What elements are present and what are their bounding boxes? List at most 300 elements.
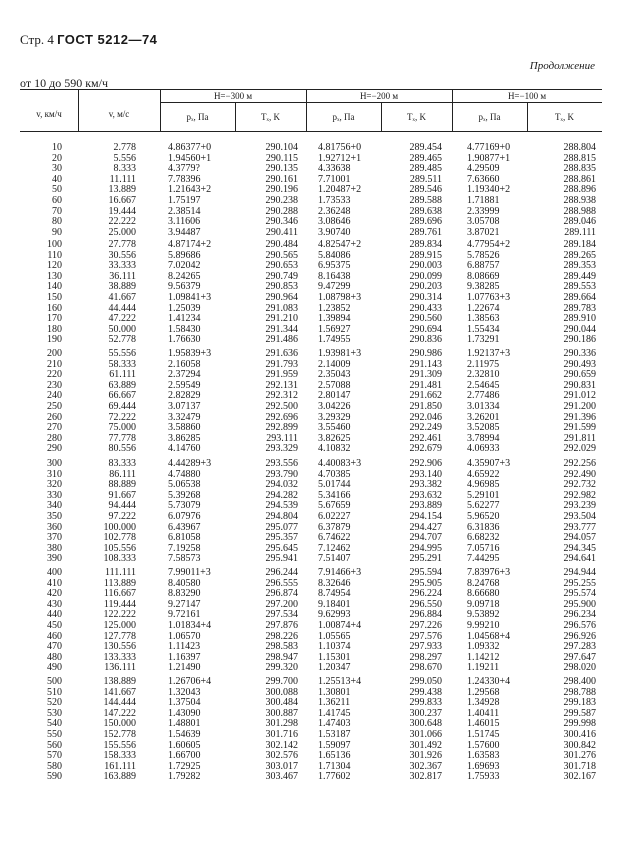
- table-cell: 320: [47, 479, 62, 491]
- table-cell: 300.416: [563, 728, 596, 740]
- col-header-v-kmh: v, км/ч: [36, 109, 62, 119]
- table-cell: 6.81058: [168, 532, 201, 544]
- table-cell: 240: [47, 390, 62, 402]
- table-cell: 1.59097: [318, 739, 351, 751]
- table-cell: 1.14212: [467, 651, 500, 663]
- table-cell: 30: [52, 163, 62, 175]
- table-cell: 290.161: [265, 173, 298, 185]
- table-cell: 297.647: [563, 651, 596, 663]
- group-header-minus100: H=−100 м: [507, 91, 547, 101]
- table-cell: 7.91466+3: [318, 567, 362, 578]
- temperature-minus300-cells: [240, 568, 298, 674]
- table-cell: 1.25039: [168, 302, 201, 314]
- table-cell: 294.944: [563, 567, 596, 578]
- table-cell: 293.889: [409, 500, 442, 512]
- pressure-minus300-cells: [168, 459, 230, 565]
- table-cell: 1.66700: [168, 750, 201, 762]
- page-header: [20, 32, 157, 48]
- table-cell: 4.29509: [467, 163, 500, 175]
- table-cell: 1.41234: [168, 313, 201, 325]
- table-cell: 1.41745: [318, 707, 351, 719]
- table-cell: 301.276: [563, 750, 596, 762]
- table-cell: 1.75933: [467, 771, 500, 783]
- pressure-minus300-cells: [168, 568, 230, 674]
- table-cell: 289.915: [409, 249, 442, 261]
- table-cell: 161.111: [104, 760, 136, 772]
- table-cell: 20: [52, 152, 62, 164]
- table-cell: 9.62993: [318, 609, 351, 621]
- table-cell: 4.14760: [168, 443, 201, 455]
- table-cell: 270: [47, 422, 62, 434]
- table-cell: 430: [47, 598, 62, 610]
- table-cell: 7.19258: [168, 542, 201, 554]
- table-cell: 330: [47, 489, 62, 501]
- temperature-minus200-cells: [384, 459, 442, 565]
- speed-ms-cells: [80, 677, 136, 783]
- table-cell: 69.444: [108, 400, 136, 412]
- speed-kmh-cells: [20, 677, 62, 783]
- table-cell: 1.48801: [168, 718, 201, 730]
- table-cell: 299.998: [563, 718, 596, 730]
- temperature-minus100-cells: [538, 143, 596, 238]
- table-cell: 4.82547+2: [318, 239, 362, 250]
- table-cell: 1.94560+1: [168, 152, 212, 164]
- pressure-minus300-cells: [168, 240, 230, 346]
- table-cell: 300.648: [409, 718, 442, 730]
- table-cell: 9.56379: [168, 281, 201, 293]
- table-cell: 7.71001: [318, 173, 351, 185]
- table-cell: 303.017: [265, 760, 298, 772]
- table-cell: 2.38514: [168, 205, 201, 217]
- table-cell: 290.314: [409, 291, 442, 303]
- table-cell: 2.16058: [168, 358, 201, 370]
- table-cell: 1.73291: [467, 334, 500, 346]
- table-cell: 297.534: [265, 609, 298, 621]
- table-cell: 7.44295: [467, 553, 500, 565]
- table-cell: 1.09841+3: [168, 291, 212, 303]
- table-cell: 4.70385: [318, 468, 351, 480]
- table-cell: 289.265: [563, 249, 596, 261]
- table-cell: 220: [47, 369, 62, 381]
- col-header-temperature: Tₓ, K: [260, 112, 281, 122]
- table-cell: 1.93981+3: [318, 348, 362, 359]
- table-cell: 5.556: [113, 152, 136, 164]
- table-cell: 1.58430: [168, 323, 201, 335]
- table-cell: 292.490: [563, 468, 596, 480]
- table-cell: 292.982: [563, 489, 596, 501]
- table-cell: 75.000: [108, 422, 136, 434]
- table-cell: 288.804: [563, 142, 596, 153]
- table-cell: 290.336: [563, 348, 596, 359]
- table-cell: 299.438: [409, 686, 442, 698]
- table-cell: 16.667: [108, 194, 136, 206]
- table-cell: 2.14009: [318, 358, 351, 370]
- table-cell: 4.10832: [318, 443, 351, 455]
- table-cell: 293.556: [265, 458, 298, 469]
- table-cell: 292.046: [409, 411, 442, 423]
- table-cell: 294.995: [409, 542, 442, 554]
- table-cell: 102.778: [103, 532, 136, 544]
- table-cell: 2.57088: [318, 379, 351, 391]
- table-cell: 5.73079: [168, 500, 201, 512]
- table-cell: 66.667: [108, 390, 136, 402]
- table-cell: 291.012: [563, 390, 596, 402]
- table-cell: 291.486: [265, 334, 298, 346]
- table-cell: 291.396: [563, 411, 596, 423]
- table-cell: 4.96985: [467, 479, 500, 491]
- table-cell: 5.62277: [467, 500, 500, 512]
- table-cell: 4.77169+0: [467, 142, 511, 153]
- table-cell: 440: [47, 609, 62, 621]
- continuation-label: Продолжение: [529, 60, 595, 72]
- table-cell: 380: [47, 542, 62, 554]
- table-cell: 460: [47, 630, 62, 642]
- speed-range-label: от 10 до 590 км/ч: [20, 76, 108, 90]
- temperature-minus100-cells: [538, 459, 596, 565]
- page-number: Стр. 4: [20, 32, 54, 47]
- table-cell: 570: [47, 750, 62, 762]
- table-cell: 297.226: [409, 619, 442, 631]
- table-cell: 289.783: [563, 302, 596, 314]
- pressure-minus200-cells: [318, 459, 380, 565]
- table-cell: 291.959: [265, 369, 298, 381]
- table-cell: 2.32810: [467, 369, 500, 381]
- temperature-minus300-cells: [240, 349, 298, 455]
- table-cell: 290.836: [409, 334, 442, 346]
- table-cell: 1.19340+2: [467, 184, 511, 196]
- table-cell: 90: [52, 226, 62, 238]
- table-cell: 160: [47, 302, 62, 314]
- table-cell: 1.46015: [467, 718, 500, 730]
- table-cell: 8.24768: [467, 577, 500, 589]
- table-cell: 299.320: [265, 662, 298, 674]
- table-cell: 170: [47, 313, 62, 325]
- table-cell: 1.36211: [318, 697, 351, 709]
- table-cell: 294.804: [265, 510, 298, 522]
- table-cell: 297.876: [265, 619, 298, 631]
- table-cell: 9.99210: [467, 619, 500, 631]
- table-cell: 80: [52, 216, 62, 228]
- table-cell: 290.853: [265, 281, 298, 293]
- table-cell: 70: [52, 205, 62, 217]
- table-cell: 290.560: [409, 313, 442, 325]
- table-cell: 292.500: [265, 400, 298, 412]
- table-cell: 1.75197: [168, 194, 201, 206]
- table-cell: 1.37504: [168, 697, 201, 709]
- temperature-minus200-cells: [384, 349, 442, 455]
- table-cell: 1.56927: [318, 323, 351, 335]
- table-cell: 97.222: [108, 510, 136, 522]
- table-cell: 295.291: [409, 553, 442, 565]
- table-cell: 7.12462: [318, 542, 351, 554]
- table-cell: 11.111: [109, 173, 136, 185]
- table-top-rule: [20, 89, 602, 90]
- speed-ms-cells: [80, 143, 136, 238]
- table-cell: 4.65922: [467, 468, 500, 480]
- temperature-minus300-cells: [240, 240, 298, 346]
- table-cell: 1.74955: [318, 334, 351, 346]
- table-cell: 36.111: [109, 270, 136, 282]
- table-cell: 580: [47, 760, 62, 772]
- table-cell: 292.029: [563, 443, 596, 455]
- table-cell: 289.696: [409, 216, 442, 228]
- table-cell: 301.298: [265, 718, 298, 730]
- speed-kmh-cells: [20, 349, 62, 455]
- table-cell: 293.140: [409, 468, 442, 480]
- table-cell: 1.53187: [318, 728, 351, 740]
- temperature-minus200-cells: [384, 568, 442, 674]
- table-cell: 1.19211: [467, 662, 500, 674]
- table-cell: 1.22674: [467, 302, 500, 314]
- table-cell: 480: [47, 651, 62, 663]
- table-cell: 370: [47, 532, 62, 544]
- table-cell: 4.35907+3: [467, 458, 511, 469]
- table-cell: 150.000: [103, 718, 136, 730]
- table-cell: 2.778: [113, 142, 136, 153]
- table-cell: 7.63660: [467, 173, 500, 185]
- table-cell: 25.000: [108, 226, 136, 238]
- table-cell: 289.834: [409, 239, 442, 250]
- table-cell: 290.659: [563, 369, 596, 381]
- table-cell: 3.55460: [318, 422, 351, 434]
- table-cell: 291.599: [563, 422, 596, 434]
- table-cell: 294.282: [265, 489, 298, 501]
- table-cell: 1.95839+3: [168, 348, 212, 359]
- table-cell: 1.25513+4: [318, 676, 362, 687]
- table-cell: 1.23852: [318, 302, 351, 314]
- table-cell: 1.24330+4: [467, 676, 511, 687]
- table-cell: 291.143: [409, 358, 442, 370]
- table-cell: 1.10374: [318, 641, 351, 653]
- table-cell: 289.638: [409, 205, 442, 217]
- table-cell: 291.662: [409, 390, 442, 402]
- table-cell: 289.761: [409, 226, 442, 238]
- table-cell: 294.057: [563, 532, 596, 544]
- table-cell: 1.76630: [168, 334, 201, 346]
- table-cell: 86.111: [109, 468, 136, 480]
- table-cell: 5.78526: [467, 249, 500, 261]
- table-cell: 2.80147: [318, 390, 351, 402]
- table-cell: 9.53892: [467, 609, 500, 621]
- table-cell: 2.82829: [168, 390, 201, 402]
- table-cell: 291.850: [409, 400, 442, 412]
- table-cell: 4.3779?: [168, 163, 200, 175]
- table-cell: 294.707: [409, 532, 442, 544]
- table-cell: 1.16397: [168, 651, 201, 663]
- table-cell: 297.576: [409, 630, 442, 642]
- table-cell: 1.77602: [318, 771, 351, 783]
- table-cell: 295.574: [563, 588, 596, 600]
- table-cell: 590: [47, 771, 62, 783]
- table-cell: 1.72925: [168, 760, 201, 772]
- table-cell: 100: [47, 239, 62, 250]
- table-cell: 30.556: [108, 249, 136, 261]
- table-cell: 289.553: [563, 281, 596, 293]
- pressure-minus200-cells: [318, 677, 380, 783]
- table-cell: 1.05565: [318, 630, 351, 642]
- pressure-minus100-cells: [467, 459, 529, 565]
- table-cell: 301.066: [409, 728, 442, 740]
- table-cell: 1.55434: [467, 323, 500, 335]
- table-cell: 4.06933: [467, 443, 500, 455]
- table-cell: 400: [47, 567, 62, 578]
- table-cell: 1.07763+3: [467, 291, 511, 303]
- table-cell: 1.38563: [467, 313, 500, 325]
- table-cell: 1.57600: [467, 739, 500, 751]
- table-cell: 7.02042: [168, 260, 201, 272]
- table-cell: 302.167: [563, 771, 596, 783]
- table-cell: 292.312: [265, 390, 298, 402]
- table-cell: 4.87174+2: [168, 239, 212, 250]
- table-cell: 163.889: [103, 771, 136, 783]
- table-cell: 1.47403: [318, 718, 351, 730]
- table-cell: 9.38285: [467, 281, 500, 293]
- table-cell: 295.594: [409, 567, 442, 578]
- table-cell: 33.333: [108, 260, 136, 272]
- table-cell: 72.222: [108, 411, 136, 423]
- table-cell: 520: [47, 697, 62, 709]
- table-cell: 150: [47, 291, 62, 303]
- table-cell: 298.947: [265, 651, 298, 663]
- temperature-minus200-cells: [384, 677, 442, 783]
- table-cell: 94.444: [108, 500, 136, 512]
- table-cell: 6.68232: [467, 532, 500, 544]
- table-cell: 302.817: [409, 771, 442, 783]
- table-cell: 1.04568+4: [467, 630, 511, 642]
- table-cell: 540: [47, 718, 62, 730]
- table-cell: 5.01744: [318, 479, 351, 491]
- table-cell: 1.30801: [318, 686, 351, 698]
- table-cell: 1.71881: [467, 194, 500, 206]
- table-cell: 122.222: [103, 609, 136, 621]
- table-cell: 1.71304: [318, 760, 351, 772]
- table-cell: 210: [47, 358, 62, 370]
- table-cell: 296.550: [409, 598, 442, 610]
- table-cell: 340: [47, 500, 62, 512]
- table-cell: 130.556: [103, 641, 136, 653]
- table-cell: 5.34166: [318, 489, 351, 501]
- table-cell: 77.778: [108, 432, 136, 444]
- table-cell: 296.884: [409, 609, 442, 621]
- table-cell: 296.555: [265, 577, 298, 589]
- table-cell: 180: [47, 323, 62, 335]
- table-cell: 6.74622: [318, 532, 351, 544]
- table-cell: 5.06538: [168, 479, 201, 491]
- table-cell: 2.35043: [318, 369, 351, 381]
- table-cell: 1.32043: [168, 686, 201, 698]
- table-cell: 3.04226: [318, 400, 351, 412]
- table-cell: 3.11606: [168, 216, 201, 228]
- table-cell: 303.467: [265, 771, 298, 783]
- table-cell: 289.546: [409, 184, 442, 196]
- table-cell: 294.154: [409, 510, 442, 522]
- table-cell: 1.69693: [467, 760, 500, 772]
- table-cell: 298.670: [409, 662, 442, 674]
- table-cell: 9.47299: [318, 281, 351, 293]
- table-cell: 1.40411: [467, 707, 500, 719]
- table-cell: 119.444: [103, 598, 136, 610]
- table-cell: 298.400: [563, 676, 596, 687]
- table-cell: 88.889: [108, 479, 136, 491]
- table-cell: 298.020: [563, 662, 596, 674]
- table-cell: 298.297: [409, 651, 442, 663]
- table-cell: 200: [47, 348, 62, 359]
- table-cell: 299.183: [563, 697, 596, 709]
- pressure-minus100-cells: [467, 240, 529, 346]
- table-cell: 3.87021: [467, 226, 500, 238]
- table-cell: 3.05708: [467, 216, 500, 228]
- table-cell: 301.926: [409, 750, 442, 762]
- table-cell: 293.111: [266, 432, 298, 444]
- table-cell: 4.77954+2: [467, 239, 511, 250]
- table-cell: 1.63583: [467, 750, 500, 762]
- table-cell: 1.09332: [467, 641, 500, 653]
- table-cell: 8.32646: [318, 577, 351, 589]
- table-cell: 5.84086: [318, 249, 351, 261]
- table-cell: 19.444: [108, 205, 136, 217]
- table-cell: 289.046: [563, 216, 596, 228]
- table-cell: 292.732: [563, 479, 596, 491]
- pressure-minus100-cells: [467, 349, 529, 455]
- table-cell: 250: [47, 400, 62, 412]
- table-cell: 6.37879: [318, 521, 351, 533]
- table-cell: 136.111: [104, 662, 136, 674]
- table-cell: 1.11423: [168, 641, 201, 653]
- table-cell: 300.887: [265, 707, 298, 719]
- table-cell: 290.196: [265, 184, 298, 196]
- temperature-minus100-cells: [538, 677, 596, 783]
- table-cell: 1.90877+1: [467, 152, 511, 164]
- table-cell: 291.309: [409, 369, 442, 381]
- table-cell: 290.484: [265, 239, 298, 250]
- table-cell: 1.01834+4: [168, 619, 212, 631]
- table-cell: 2.36248: [318, 205, 351, 217]
- standard-number: ГОСТ 5212—74: [57, 32, 158, 47]
- table-cell: 1.21643+2: [168, 184, 212, 196]
- table-cell: 293.382: [409, 479, 442, 491]
- table-cell: 296.576: [563, 619, 596, 631]
- pressure-minus200-cells: [318, 349, 380, 455]
- temperature-minus300-cells: [240, 459, 298, 565]
- table-cell: 290.238: [265, 194, 298, 206]
- table-cell: 420: [47, 588, 62, 600]
- table-cell: 299.587: [563, 707, 596, 719]
- col-header-v-ms: v, м/с: [108, 109, 130, 119]
- table-cell: 300.484: [265, 697, 298, 709]
- table-cell: 296.224: [409, 588, 442, 600]
- table-cell: 8.16438: [318, 270, 351, 282]
- table-cell: 290.493: [563, 358, 596, 370]
- table-cell: 301.716: [265, 728, 298, 740]
- table-cell: 295.357: [265, 532, 298, 544]
- table-cell: 290.831: [563, 379, 596, 391]
- table-cell: 560: [47, 739, 62, 751]
- table-cell: 120: [47, 260, 62, 272]
- table-cell: 290.694: [409, 323, 442, 335]
- table-cell: 291.344: [265, 323, 298, 335]
- table-cell: 294.539: [265, 500, 298, 512]
- table-cell: 1.29568: [467, 686, 500, 698]
- table-cell: 500: [47, 676, 62, 687]
- speed-kmh-cells: [20, 240, 62, 346]
- table-cell: 3.26201: [467, 411, 500, 423]
- table-cell: 550: [47, 728, 62, 740]
- table-cell: 490: [47, 662, 62, 674]
- table-cell: 1.65136: [318, 750, 351, 762]
- table-cell: 298.788: [563, 686, 596, 698]
- table-cell: 10: [52, 142, 62, 153]
- table-cell: 289.588: [409, 194, 442, 206]
